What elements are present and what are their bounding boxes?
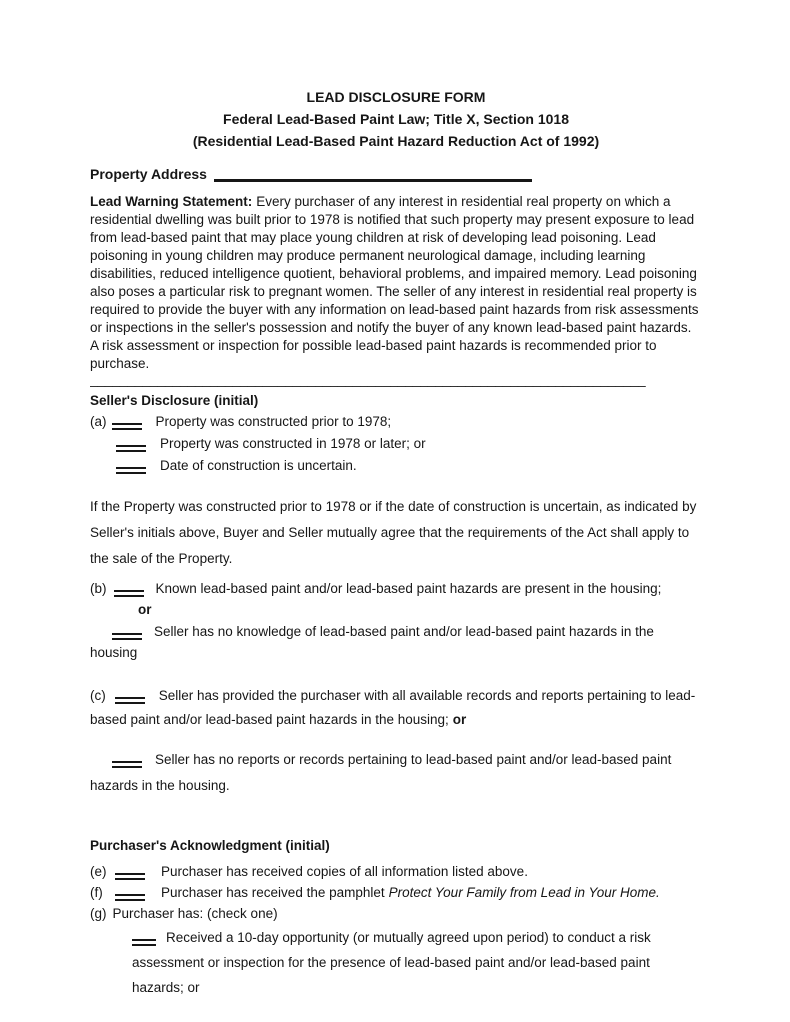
- item-f-row: [90, 882, 702, 903]
- item-e-text: Purchaser has received copies of all information listed above.: [161, 864, 528, 879]
- item-c-option-1: Seller has provided the purchaser with all available records and reports pertaining to lead-based paint and/or lead-based paint hazards in the housing;: [90, 688, 696, 727]
- initials-blank-a2[interactable]: [116, 445, 146, 452]
- item-f-marker: (f): [90, 885, 103, 900]
- item-b-option-1: Known lead-based paint and/or lead-based paint hazards are present in the housing;: [155, 581, 662, 596]
- item-g-row: [90, 903, 702, 925]
- section-separator: __________________________________________________________________________: [90, 373, 646, 387]
- purchaser-acknowledgment-heading: Purchaser's Acknowledgment (initial): [90, 838, 330, 853]
- item-g-marker: (g): [90, 906, 107, 921]
- item-b-or-label: or: [138, 602, 152, 617]
- initials-blank-a1[interactable]: [112, 423, 142, 430]
- lead-warning-text: Every purchaser of any interest in residential real property on which a residential dwelling was built prior to 1978 is notified that such property may present exposure to lead from lead-based paint that may place young children at risk of developing lead poisoning. Lead poisoning in young children may produce permanent neurological damage, including learning disabilities, reduced intelligence quotient, behavioral problems, and impaired memory. Lead poisoning also poses a particular risk to pregnant women. The seller of any interest in residential real property is required to provide the buyer with any information on lead-based paint hazards from risk assessments or inspections in the seller's possession and notify the buyer of any known lead-based paint hazards. A risk assessment or inspection for possible lead-based paint hazards is recommended prior to purchase.: [90, 194, 699, 371]
- item-c-or-label: or: [452, 712, 467, 727]
- item-a-option-1: Property was constructed prior to 1978;: [155, 414, 392, 429]
- pamphlet-title: Protect Your Family from Lead in Your Home.: [388, 885, 660, 900]
- initials-blank-c2[interactable]: [112, 761, 142, 768]
- initials-blank-b1[interactable]: [114, 590, 144, 597]
- item-g-option-1: Received a 10-day opportunity (or mutually agreed upon period) to conduct a risk assessment or inspection for the presence of lead-based paint and/or lead-based paint hazards; or: [132, 930, 651, 995]
- form-title-block: [90, 86, 702, 152]
- item-f-text: Purchaser has received the pamphlet: [161, 885, 385, 900]
- item-a-option-2: Property was constructed in 1978 or later; or: [160, 436, 426, 451]
- lead-warning-label: Lead Warning Statement:: [90, 194, 253, 209]
- document-content: [90, 0, 702, 1000]
- property-address-label: Property Address: [90, 166, 207, 182]
- form-subtitle-law: Federal Lead-Based Paint Law; Title X, Section 1018: [223, 111, 569, 127]
- property-address-row: [90, 166, 702, 182]
- initials-blank-f[interactable]: [115, 894, 145, 901]
- item-e-marker: (e): [90, 864, 107, 879]
- item-g-option-row-1: [132, 925, 702, 1000]
- initials-blank-c1[interactable]: [115, 697, 145, 704]
- item-a-option-row-2: [90, 433, 702, 455]
- item-c-option-row-2: [90, 747, 702, 799]
- item-a-option-row-1: [90, 411, 702, 433]
- initials-blank-g1[interactable]: [132, 939, 156, 946]
- item-c-marker: (c): [90, 688, 106, 703]
- agreement-paragraph: If the Property was constructed prior to 1978 or if the date of construction is uncertain, as indicated by Seller's initials above, Buyer and Seller mutually agree that the requirements of the Act shall apply to the sale of the Property.: [90, 499, 697, 566]
- item-a-option-row-3: [90, 455, 702, 477]
- seller-disclosure-heading: Seller's Disclosure (initial): [90, 393, 259, 408]
- item-e-row: [90, 861, 702, 882]
- item-b-option-row-1: [90, 578, 702, 599]
- item-a-marker: (a): [90, 414, 107, 429]
- lead-warning-paragraph: [90, 193, 702, 373]
- item-g-text: Purchaser has: (check one): [112, 906, 278, 921]
- initials-blank-b2[interactable]: [112, 633, 142, 640]
- property-address-line[interactable]: [214, 177, 532, 182]
- item-c-option-2: Seller has no reports or records pertaining to lead-based paint and/or lead-based paint hazards in the housing.: [90, 752, 672, 793]
- item-b-marker: (b): [90, 581, 107, 596]
- item-b-option-2: Seller has no knowledge of lead-based paint and/or lead-based paint hazards in the housing: [90, 624, 654, 660]
- form-title: LEAD DISCLOSURE FORM: [306, 89, 486, 105]
- initials-blank-a3[interactable]: [116, 467, 146, 474]
- item-b-option-row-2: [90, 621, 702, 663]
- item-c-option-row-1: [90, 684, 702, 732]
- initials-blank-e[interactable]: [115, 873, 145, 880]
- item-a-option-3: Date of construction is uncertain.: [160, 458, 357, 473]
- form-subtitle-act: (Residential Lead-Based Paint Hazard Reduction Act of 1992): [192, 133, 600, 149]
